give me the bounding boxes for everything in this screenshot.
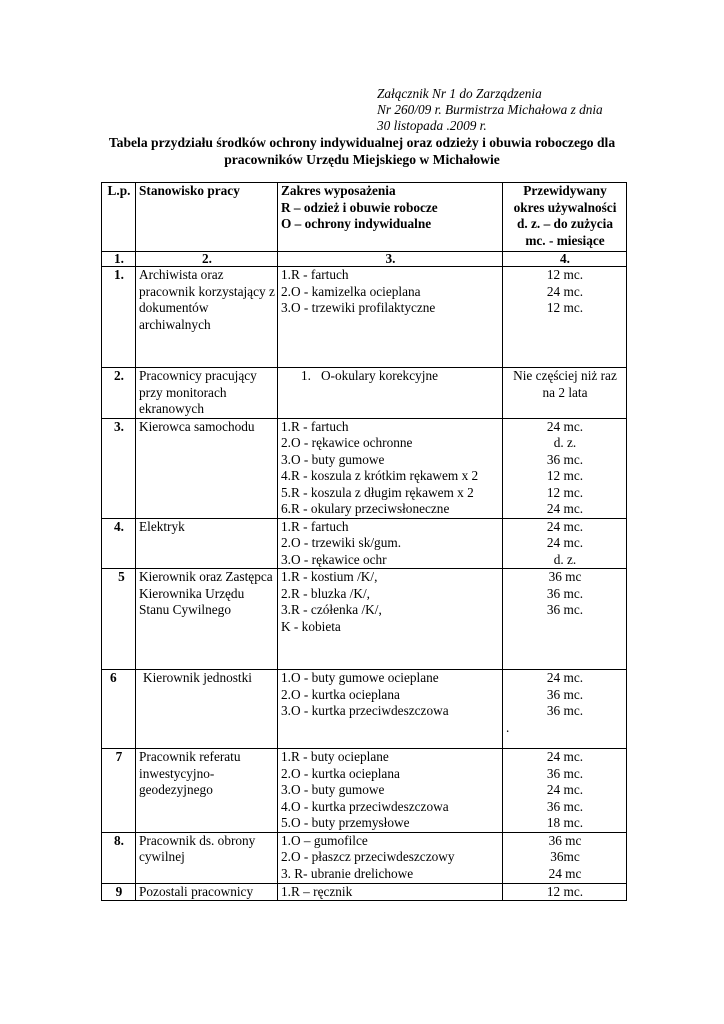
equipment-cell [278, 569, 503, 670]
position-name: Kierownik jednostki [143, 670, 252, 685]
equipment-table [101, 182, 627, 901]
period-cell [503, 518, 627, 569]
equipment-cell [278, 670, 503, 749]
equipment-item: 3.R - czółenka /K/, [281, 602, 382, 617]
equipment-item: 2.O - kamizelka ocieplana [281, 283, 421, 299]
equipment-item: K - kobieta [281, 618, 341, 634]
position-name: Pozostali pracownicy [139, 883, 254, 899]
period-cell [503, 832, 627, 883]
position-name: Kierownik oraz Zastępca Kierownika Urzędu Stanu Cywilnego [139, 569, 273, 617]
position-cell [136, 832, 278, 883]
position-cell [136, 670, 278, 749]
header-period [503, 183, 627, 252]
equipment-item: 6.R - okulary przeciwsłoneczne [281, 501, 450, 516]
position-name: Kierowca samochodu [139, 418, 255, 434]
column-number-row [102, 252, 627, 267]
period-value: 12 mc. [546, 267, 584, 282]
table-row [102, 749, 627, 833]
table-row [102, 518, 627, 569]
period-value: 24 mc. [546, 418, 584, 434]
period-cell [503, 418, 627, 518]
period-value: 24 mc. [546, 501, 584, 516]
position-cell [136, 883, 278, 901]
annex-line: 30 listopada .2009 r. [377, 118, 487, 133]
annex-note [377, 86, 677, 134]
equipment-item: 3.O - buty gumowe [281, 451, 385, 467]
table-row [102, 883, 627, 901]
row-number: 3. [102, 418, 136, 518]
equipment-item: 1.O – gumofilce [281, 832, 368, 848]
period-value: 24 mc [548, 865, 582, 881]
position-name: Elektryk [139, 518, 185, 534]
annex-line: Załącznik Nr 1 do Zarządzenia [377, 86, 542, 101]
equipment-item: 2.O - kurtka ocieplana [281, 686, 400, 702]
period-value: 24 mc. [546, 283, 584, 299]
period-value: 12 mc. [546, 300, 584, 315]
period-value: Nie częściej niż raz na 2 lata [513, 368, 617, 400]
header-equipment-line: Zakres wyposażenia [281, 183, 396, 198]
equipment-item: 3.O - rękawice ochr [281, 551, 387, 567]
equipment-item: 5.O - buty przemysłowe [281, 815, 410, 830]
period-value: d. z. [553, 551, 577, 567]
equipment-cell [278, 832, 503, 883]
position-cell [136, 418, 278, 518]
period-value: 24 mc. [546, 670, 584, 685]
period-cell [503, 267, 627, 368]
equipment-cell [278, 418, 503, 518]
period-value: 36 mc. [546, 798, 584, 814]
header-equipment-line: O – ochrony indywidualne [281, 216, 432, 231]
header-period-line: okres używalności [513, 199, 617, 215]
position-name: Pracownik ds. obrony cywilnej [139, 832, 256, 864]
position-name: Pracownik referatu inwestycyjno-geodezyjnego [139, 749, 241, 797]
period-value: 24 mc. [546, 518, 584, 534]
period-value: 36mc [550, 849, 580, 864]
equipment-cell [278, 518, 503, 569]
equipment-item: 4.R - koszula z krótkim rękawem x 2 [281, 468, 479, 483]
equipment-item: 1.R - fartuch [281, 418, 349, 434]
row-number: 6 [102, 670, 136, 749]
period-value: 36 mc. [546, 451, 584, 467]
row-number: 9 [102, 883, 136, 901]
header-period-line: d. z. – do zużycia [516, 216, 614, 231]
position-name: Archiwista oraz pracownik korzystający z dokumentów archiwalnych [139, 267, 275, 332]
header-position: Stanowisko pracy [136, 183, 278, 252]
row-number: 1. [102, 267, 136, 368]
period-value: 12 mc. [546, 484, 584, 500]
position-cell [136, 569, 278, 670]
position-cell [136, 518, 278, 569]
header-row [102, 183, 627, 252]
column-number: 4. [503, 252, 627, 267]
table-row [102, 670, 627, 749]
equipment-item: 3.O - kurtka przeciwdeszczowa [281, 703, 449, 718]
equipment-item: 5.R - koszula z długim rękawem x 2 [281, 484, 474, 500]
period-value: 24 mc. [546, 782, 584, 797]
equipment-cell [278, 368, 503, 419]
period-cell [503, 749, 627, 833]
equipment-item: 3. R- ubranie drelichowe [281, 865, 414, 881]
document-title [80, 134, 644, 168]
equipment-item: 1.R - kostium /K/, [281, 569, 378, 584]
position-cell [136, 368, 278, 419]
title-line-1: Tabela przydziału środków ochrony indywidualnej oraz odzieży i obuwia roboczego dla [108, 135, 616, 150]
column-number: 2. [136, 252, 278, 267]
row-number: 2. [102, 368, 136, 419]
period-value: 36 mc. [546, 602, 584, 617]
period-value: 12 mc. [546, 468, 584, 483]
period-value: 36 mc. [546, 686, 584, 702]
row-number: 5 [102, 569, 136, 670]
equipment-item: 2.O - trzewiki sk/gum. [281, 535, 402, 550]
equipment-item: 1.R - buty ocieplane [281, 749, 389, 764]
equipment-item: 2.O - kurtka ocieplana [281, 765, 400, 781]
equipment-item: 1.R - fartuch [281, 267, 349, 282]
period-cell [503, 670, 627, 749]
period-value: 36 mc. [546, 585, 584, 601]
equipment-item: 1. O-okulary korekcyjne [301, 368, 438, 383]
period-value: 12 mc. [546, 883, 584, 899]
equipment-cell [278, 749, 503, 833]
header-equipment-line: R – odzież i obuwie robocze [281, 199, 438, 215]
table-row [102, 267, 627, 368]
table-row [102, 569, 627, 670]
equipment-item: 2.O - płaszcz przeciwdeszczowy [281, 849, 455, 864]
row-number: 4. [102, 518, 136, 569]
equipment-cell [278, 883, 503, 901]
period-value: 36 mc [548, 832, 582, 848]
period-extra: . [506, 719, 510, 735]
period-value: d. z. [553, 435, 577, 450]
period-cell [503, 569, 627, 670]
equipment-cell [278, 267, 503, 368]
equipment-item: 1.R - fartuch [281, 518, 349, 534]
table-row [102, 832, 627, 883]
equipment-item: 2.R - bluzka /K/, [281, 585, 371, 601]
column-number: 3. [278, 252, 503, 267]
row-number: 8. [102, 832, 136, 883]
period-value: 36 mc. [546, 703, 584, 718]
period-cell [503, 883, 627, 901]
period-value: 36 mc [548, 569, 582, 584]
header-period-line: mc. - miesiące [525, 232, 605, 248]
equipment-item: 1.R – ręcznik [281, 883, 353, 899]
period-cell [503, 368, 627, 419]
title-line-2: pracowników Urzędu Miejskiego w Michałowie [224, 152, 500, 167]
annex-line: Nr 260/09 r. Burmistrza Michałowa z dnia [377, 102, 603, 117]
equipment-item: 3.O - trzewiki profilaktyczne [281, 300, 436, 315]
position-name: Pracownicy pracujący przy monitorach ekranowych [139, 368, 257, 416]
header-equipment [278, 183, 503, 252]
position-cell [136, 267, 278, 368]
period-value: 36 mc. [546, 765, 584, 781]
period-value: 24 mc. [546, 749, 584, 764]
header-period-line: Przewidywany [523, 183, 607, 198]
position-cell [136, 749, 278, 833]
table-row [102, 368, 627, 419]
header-lp: L.p. [102, 183, 136, 252]
period-value: 24 mc. [546, 535, 584, 550]
equipment-item: 3.O - buty gumowe [281, 782, 385, 797]
table-body [102, 267, 627, 901]
period-value: 18 mc. [546, 815, 584, 830]
row-number: 7 [102, 749, 136, 833]
equipment-item: 1.O - buty gumowe ocieplane [281, 670, 439, 685]
equipment-item: 2.O - rękawice ochronne [281, 435, 413, 450]
column-number: 1. [102, 252, 136, 267]
equipment-item: 4.O - kurtka przeciwdeszczowa [281, 798, 449, 814]
table-row [102, 418, 627, 518]
